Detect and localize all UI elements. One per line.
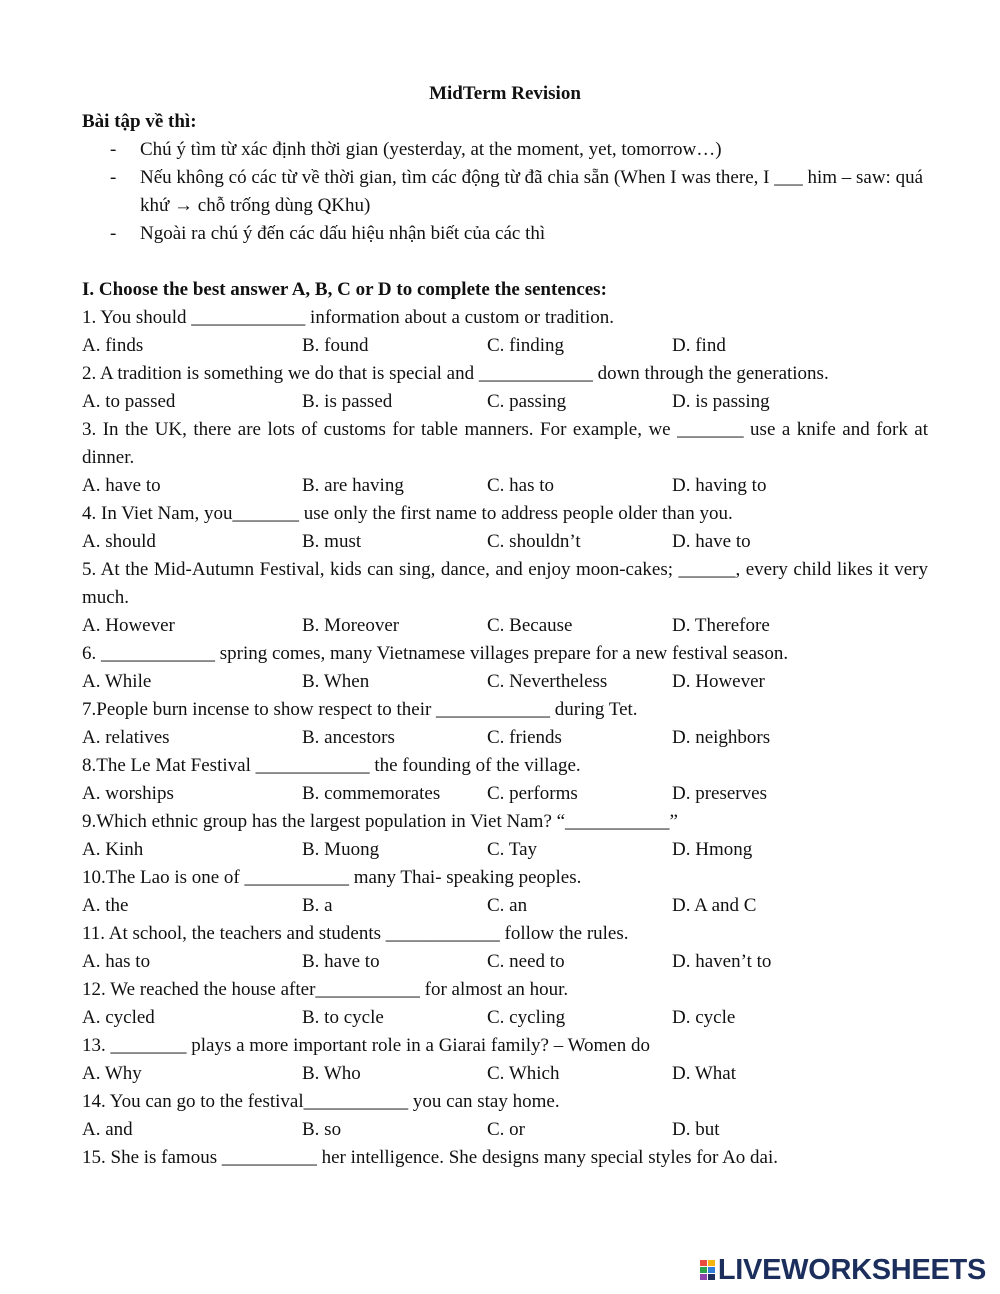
answer-option[interactable]: B. a: [302, 895, 333, 916]
question-text: 1. You should ____________ information about a custom or tradition.: [82, 307, 614, 328]
answer-option[interactable]: A. However: [82, 615, 175, 636]
answer-option[interactable]: A. Kinh: [82, 839, 144, 860]
answer-option[interactable]: D. Hmong: [672, 839, 753, 860]
question-text: 14. You can go to the festival___________ you can stay home.: [82, 1091, 560, 1112]
notes-list: [82, 136, 928, 248]
answer-option[interactable]: A. relatives: [82, 727, 170, 748]
answer-options: [82, 668, 928, 696]
answer-option[interactable]: A. should: [82, 531, 156, 552]
answer-option[interactable]: D. cycle: [672, 1007, 736, 1028]
answer-options: [82, 472, 928, 500]
answer-option[interactable]: A. has to: [82, 951, 151, 972]
answer-options: [82, 332, 928, 360]
answer-option[interactable]: D. What: [672, 1063, 737, 1084]
answer-option[interactable]: C. finding: [487, 335, 565, 356]
note-item: [82, 136, 928, 164]
note-text: Ngoài ra chú ý đến các dấu hiệu nhận biết của các thì: [140, 223, 546, 244]
question-text: 8.The Le Mat Festival ____________ the founding of the village.: [82, 755, 581, 776]
note-dash: -: [110, 139, 117, 160]
logo-mark-icon: [700, 1260, 715, 1280]
note-dash: -: [110, 223, 117, 244]
answer-option[interactable]: D. haven’t to: [672, 951, 772, 972]
answer-options: [82, 1116, 928, 1144]
answer-option[interactable]: D. having to: [672, 475, 767, 496]
answer-option[interactable]: A. have to: [82, 475, 161, 496]
answer-option[interactable]: B. to cycle: [302, 1007, 384, 1028]
answer-option[interactable]: C. Because: [487, 615, 573, 636]
question-text: 5. At the Mid-Autumn Festival, kids can sing, dance, and enjoy moon-cakes; ______, every child likes it very much.: [82, 559, 928, 608]
part1-heading: I. Choose the best answer A, B, C or D to complete the sentences:: [82, 279, 607, 300]
answer-option[interactable]: B. have to: [302, 951, 380, 972]
answer-option[interactable]: B. Who: [302, 1063, 361, 1084]
answer-option[interactable]: B. commemorates: [302, 783, 441, 804]
answer-option[interactable]: B. ancestors: [302, 727, 395, 748]
answer-option[interactable]: C. need to: [487, 951, 565, 972]
answer-option[interactable]: A. cycled: [82, 1007, 155, 1028]
answer-option[interactable]: B. must: [302, 531, 362, 552]
answer-option[interactable]: B. are having: [302, 475, 404, 496]
answer-option[interactable]: B. so: [302, 1119, 342, 1140]
question-text: 9.Which ethnic group has the largest population in Viet Nam? “___________”: [82, 811, 678, 832]
answer-options: [82, 724, 928, 752]
answer-option[interactable]: A. Why: [82, 1063, 142, 1084]
answer-options: [82, 948, 928, 976]
question-text: 6. ____________ spring comes, many Vietnamese villages prepare for a new festival season.: [82, 643, 789, 664]
answer-option[interactable]: B. is passed: [302, 391, 393, 412]
answer-option[interactable]: A. worships: [82, 783, 174, 804]
answer-options: [82, 612, 928, 640]
answer-option[interactable]: D. preserves: [672, 783, 767, 804]
answer-options: [82, 892, 928, 920]
answer-option[interactable]: B. Moreover: [302, 615, 400, 636]
answer-option[interactable]: C. Which: [487, 1063, 560, 1084]
answer-option[interactable]: D. neighbors: [672, 727, 771, 748]
note-text: Chú ý tìm từ xác định thời gian (yesterday, at the moment, yet, tomorrow…): [140, 139, 722, 160]
answer-option[interactable]: C. performs: [487, 783, 578, 804]
answer-option[interactable]: A. While: [82, 671, 152, 692]
answer-option[interactable]: B. When: [302, 671, 370, 692]
note-item: [82, 220, 928, 248]
answer-options: [82, 388, 928, 416]
answer-option[interactable]: A. to passed: [82, 391, 176, 412]
answer-options: [82, 528, 928, 556]
question-text: 13. ________ plays a more important role in a Giarai family? – Women do: [82, 1035, 650, 1056]
answer-option[interactable]: B. found: [302, 335, 369, 356]
question-text: 11. At school, the teachers and students ____________ follow the rules.: [82, 923, 629, 944]
note-text: Nếu không có các từ về thời gian, tìm các động từ đã chia sẵn (When I was there, I ___ him – saw: quá khứ → chỗ trống dùng QKhu): [140, 167, 924, 216]
answer-option[interactable]: C. Tay: [487, 839, 538, 860]
answer-option[interactable]: C. passing: [487, 391, 567, 412]
worksheet-page: [82, 80, 928, 1172]
question-text: 4. In Viet Nam, you_______ use only the first name to address people older than you.: [82, 503, 733, 524]
answer-option[interactable]: D. However: [672, 671, 765, 692]
answer-option[interactable]: D. is passing: [672, 391, 770, 412]
answer-option[interactable]: D. but: [672, 1119, 720, 1140]
answer-options: [82, 836, 928, 864]
answer-option[interactable]: C. friends: [487, 727, 562, 748]
answer-options: [82, 1060, 928, 1088]
section-heading: Bài tập về thì:: [82, 111, 197, 132]
answer-option[interactable]: D. have to: [672, 531, 751, 552]
answer-option[interactable]: D. find: [672, 335, 726, 356]
question-text: 12. We reached the house after___________ for almost an hour.: [82, 979, 569, 1000]
answer-option[interactable]: C. shouldn’t: [487, 531, 581, 552]
logo-text: LIVEWORKSHEETS: [717, 1253, 986, 1286]
question-text: 10.The Lao is one of ___________ many Thai- speaking peoples.: [82, 867, 582, 888]
note-dash: -: [110, 167, 117, 188]
question-text: 3. In the UK, there are lots of customs for table manners. For example, we _______ use a knife and fork at dinner.: [82, 419, 928, 468]
page-title: MidTerm Revision: [429, 83, 581, 104]
answer-options: [82, 780, 928, 808]
question-text: 7.People burn incense to show respect to their ____________ during Tet.: [82, 699, 638, 720]
question-text: 2. A tradition is something we do that is special and ____________ down through the generations.: [82, 363, 829, 384]
answer-option[interactable]: C. Nevertheless: [487, 671, 608, 692]
answer-option[interactable]: D. A and C: [672, 895, 757, 916]
note-item: [82, 164, 928, 220]
answer-options: [82, 1004, 928, 1032]
answer-option[interactable]: C. or: [487, 1119, 525, 1140]
answer-option[interactable]: C. an: [487, 895, 528, 916]
liveworksheets-logo: [700, 1252, 986, 1288]
answer-option[interactable]: C. has to: [487, 475, 555, 496]
answer-option[interactable]: A. and: [82, 1119, 133, 1140]
answer-option[interactable]: D. Therefore: [672, 615, 770, 636]
spacer: [82, 248, 928, 276]
answer-option[interactable]: C. cycling: [487, 1007, 566, 1028]
answer-option[interactable]: B. Muong: [302, 839, 380, 860]
questions-list: [82, 304, 928, 1172]
answer-option[interactable]: A. finds: [82, 335, 144, 356]
answer-option[interactable]: A. the: [82, 895, 129, 916]
question-text: 15. She is famous __________ her intelligence. She designs many special styles for Ao dai.: [82, 1147, 779, 1168]
